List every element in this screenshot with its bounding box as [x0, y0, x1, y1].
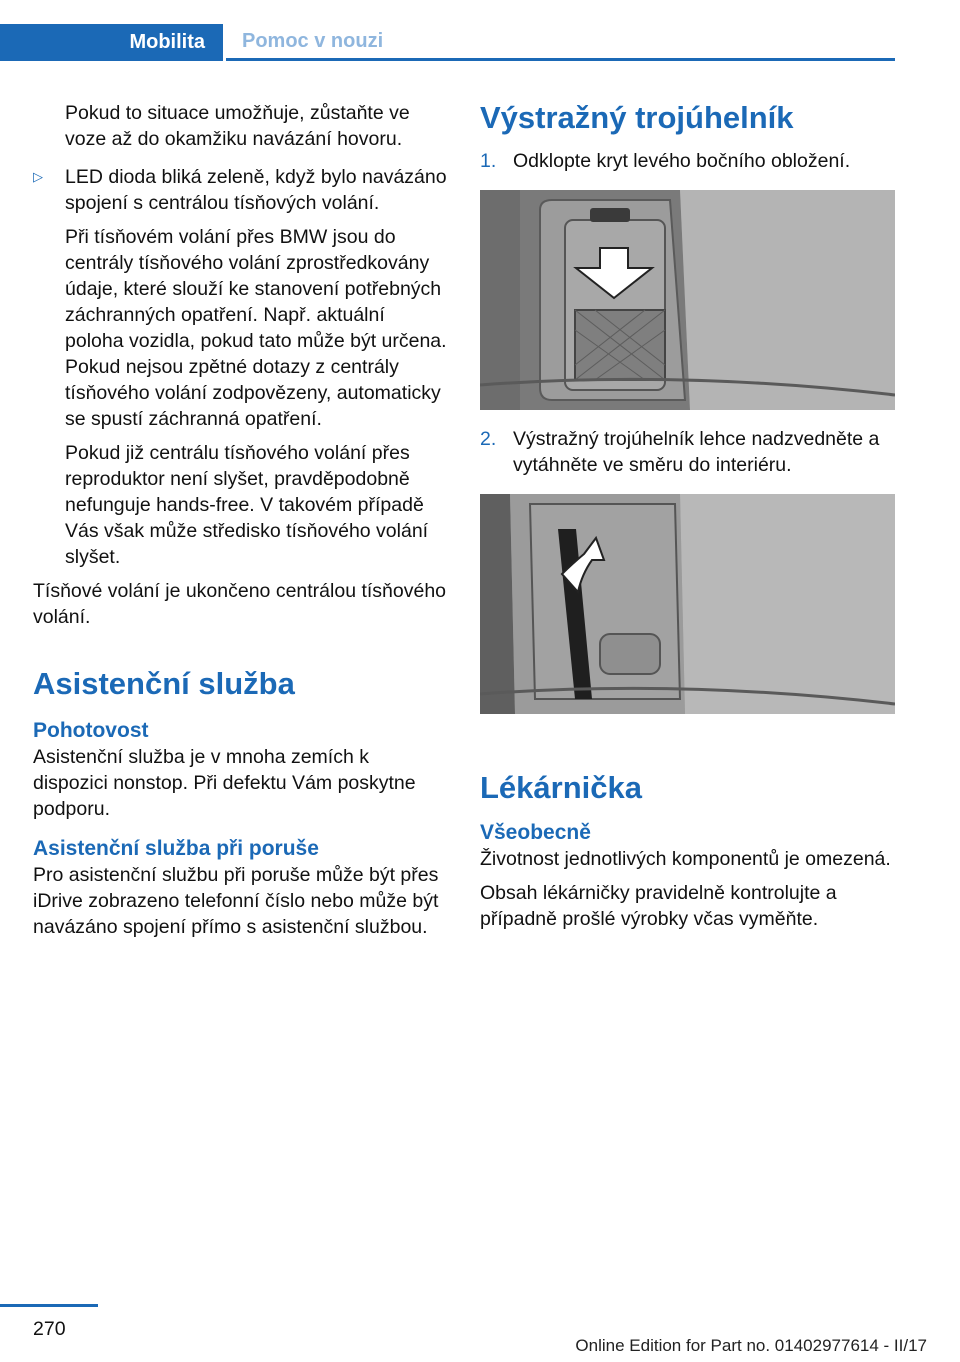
step-text: Výstražný trojúhelník lehce nadzvedněte a vytáhněte ve směru do interiéru. [513, 428, 880, 476]
triangle-bullet-icon: ▷ [33, 169, 43, 184]
tab-pomoc-v-nouzi[interactable]: Pomoc v nouzi [226, 24, 895, 61]
figure-triangle-removal [480, 494, 895, 714]
vseobecne-text-1: Životnost jednotlivých komponentů je omezená. [480, 848, 891, 870]
kit-title: Lékárnička [480, 770, 642, 805]
side-panel-illustration [480, 190, 895, 410]
assist-title: Asistenční služba [33, 666, 295, 701]
pohotovost-text: Asistenční služba je v mnoha zemích k dispozici nonstop. Při defektu Vám poskytne podporu. [33, 746, 416, 820]
bullet-paragraph-2: Při tísňovém volání přes BMW jsou do centrály tísňového volání zprostředkovány údaje, které slouží ke stanovení potřebných záchranných opatření. Např. aktuální poloha vozidla, pokud tato může být určena. Pokud nejsou zpětné dotazy z centrály tísňového volání zodpovězeny, automaticky se spustí záchranná opatření. [65, 226, 447, 430]
left-column [33, 100, 448, 940]
end-text: Tísňové volání je ukončeno centrálou tísňového volání. [33, 580, 447, 628]
step-number: 1. [480, 150, 497, 172]
poruse-text: Pro asistenční službu při poruše může být přes iDrive zobrazeno telefonní číslo nebo může být navázáno spojení přímo s asistenční službou. [33, 864, 439, 938]
bullet-paragraph-3: Pokud již centrálu tísňového volání přes reproduktor není slyšet, pravděpodobně nefunguje hands-free. V takovém případě Vás však může středisko tísňového volání slyšet. [65, 442, 429, 568]
step-2 [480, 426, 895, 478]
figure-side-panel [480, 190, 895, 410]
step-1 [480, 148, 895, 174]
bullet-paragraph-1: LED dioda bliká zeleně, když bylo navázáno spojení s centrálou tísňových volání. [65, 166, 447, 214]
vseobecne-text-2: Obsah lékárničky pravidelně kontrolujte a případně prošlé výrobky včas vyměňte. [480, 882, 837, 930]
intro-text: Pokud to situace umožňuje, zůstaňte ve voze až do okamžiku navázání hovoru. [65, 102, 410, 150]
footer-line [0, 1304, 98, 1307]
bullet-item [33, 164, 448, 570]
tab-mobilita[interactable]: Mobilita [0, 24, 223, 61]
triangle-removal-illustration [480, 494, 895, 714]
step-text: Odklopte kryt levého bočního obložení. [513, 150, 851, 172]
footer-edition: Online Edition for Part no. 01402977614 - II/17 [575, 1336, 927, 1355]
right-column [480, 100, 895, 932]
page-number: 270 [33, 1318, 66, 1340]
step-number: 2. [480, 428, 497, 450]
poruse-title: Asistenční služba při poruše [33, 837, 319, 860]
triangle-title: Výstražný trojúhelník [480, 100, 794, 135]
vseobecne-title: Všeobecně [480, 821, 591, 844]
header-tabs [0, 24, 895, 61]
pohotovost-title: Pohotovost [33, 719, 149, 742]
